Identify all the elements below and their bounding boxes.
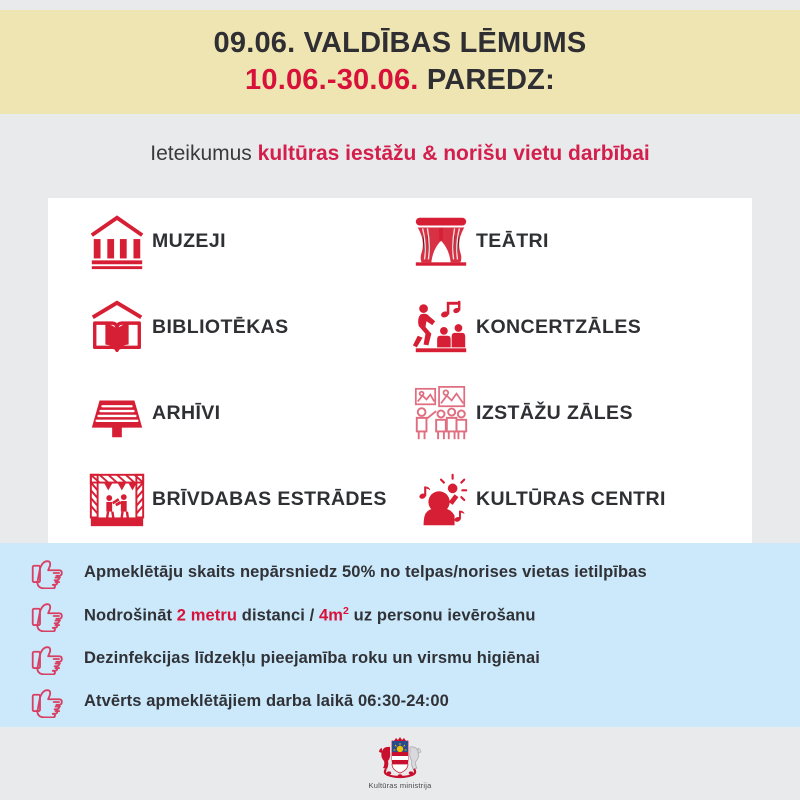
open-air-stage-icon (86, 469, 148, 531)
rules-band (0, 543, 800, 727)
header-title-line-2 (245, 62, 555, 99)
category-item-kulturas-centri (400, 469, 752, 531)
exhibition-hall-icon (410, 383, 472, 445)
rule-text-pre: Nodrošināt (84, 606, 177, 625)
rule-text (84, 605, 536, 626)
category-item-koncertzales (400, 296, 752, 358)
category-item-brivdabas-estrades (48, 469, 400, 531)
rule-item (0, 594, 800, 637)
rule-item (0, 637, 800, 680)
rule-text: Atvērts apmeklētājiem darba laikā 06:30-24:00 (84, 692, 449, 710)
category-item-teatri (400, 210, 752, 272)
category-item-muzeji (48, 210, 400, 272)
rule-highlight-distance: 2 metru (176, 606, 238, 625)
category-label: KONCERTZĀLES (476, 315, 642, 338)
pointing-hand-icon (30, 643, 70, 675)
rule-text: Apmeklētāju skaits nepārsniedz 50% no telpas/norises vietas ietilpības (84, 563, 647, 581)
rule-item (0, 680, 800, 723)
rule-text-mid: distanci / (237, 606, 319, 625)
culture-centre-icon (410, 469, 472, 531)
pointing-hand-icon (30, 557, 70, 589)
concert-hall-icon (410, 296, 472, 358)
library-icon (86, 296, 148, 358)
latvia-coat-of-arms-icon (372, 737, 428, 779)
rule-highlight-area: 4m (318, 606, 344, 625)
museum-icon (86, 210, 148, 272)
header-band (0, 10, 800, 114)
category-label: BIBLIOTĒKAS (152, 315, 289, 338)
subtitle-highlight: kultūras iestāžu & norišu vietu darbībai (257, 142, 650, 165)
header-paredz-label: PAREDZ: (418, 64, 555, 96)
rule-text: Dezinfekcijas līdzekļu pieejamība roku un virsmu higiēnai (84, 649, 540, 667)
category-item-arhivi (48, 383, 400, 445)
rule-text-post: uz personu ievērošanu (349, 606, 536, 625)
category-label: KULTŪRAS CENTRI (476, 488, 666, 511)
category-label: TEĀTRI (476, 229, 549, 252)
category-label: IZSTĀŽU ZĀLES (476, 402, 633, 425)
category-label: MUZEJI (152, 229, 226, 252)
category-item-izstazu-zales (400, 383, 752, 445)
header-date-range: 10.06.-30.06. (245, 64, 419, 96)
rule-highlight-area-exponent: 2 (343, 605, 349, 618)
pointing-hand-icon (30, 686, 70, 718)
subtitle (0, 142, 800, 166)
header-title-line-1: 09.06. VALDĪBAS LĒMUMS (213, 26, 587, 59)
subtitle-lead: Ieteikumus (150, 142, 258, 165)
categories-card (48, 198, 752, 543)
theatre-icon (410, 210, 472, 272)
rule-item (0, 551, 800, 594)
ministry-label: Kultūras ministrija (368, 781, 432, 790)
category-label: ARHĪVI (152, 402, 221, 425)
pointing-hand-icon (30, 600, 70, 632)
category-label: BRĪVDABAS ESTRĀDES (152, 488, 387, 511)
footer (0, 727, 800, 800)
category-item-bibliotekas (48, 296, 400, 358)
categories-grid (48, 198, 752, 543)
archive-icon (86, 383, 148, 445)
